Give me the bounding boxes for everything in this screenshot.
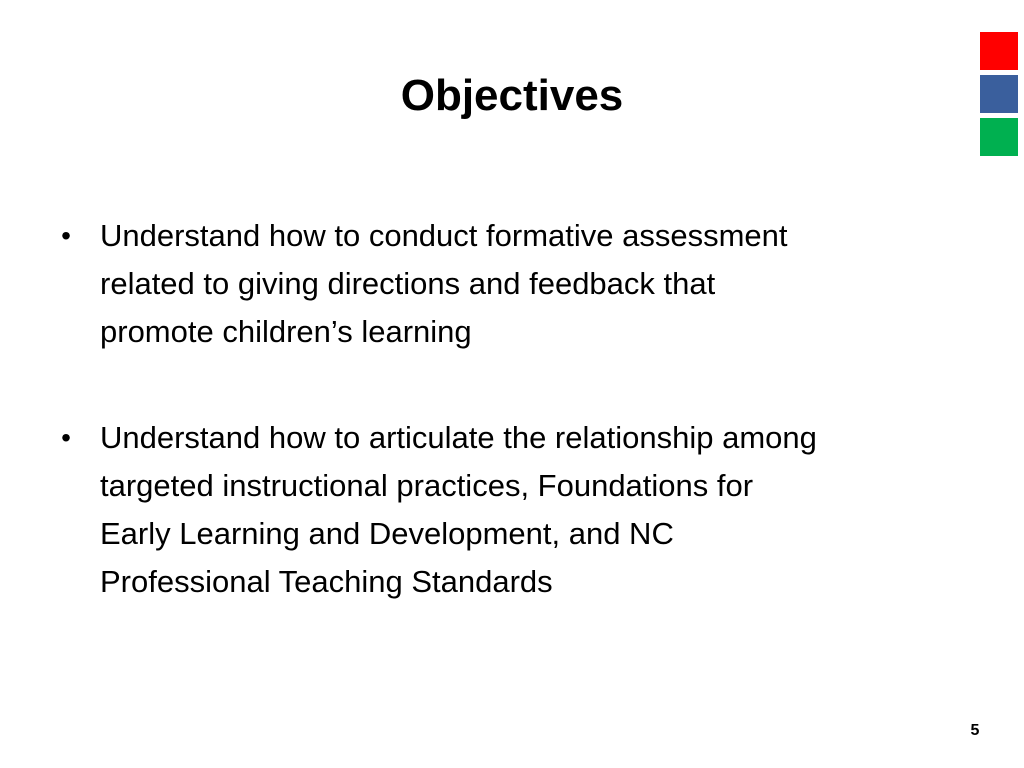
page-number: 5 [970,722,980,739]
bullet-line: Early Learning and Development, and NC [100,516,674,551]
bullet-line: related to giving directions and feedback that [100,266,716,301]
bullet-line: Understand how to articulate the relationship among [100,420,817,455]
bullet-line: promote children’s learning [100,314,472,349]
bullet-item-2 [56,414,986,606]
bullet-item-1 [56,212,986,356]
bullet-icon: • [61,422,71,453]
blue-square [980,75,1018,113]
green-square [980,118,1018,156]
bullet-line: Professional Teaching Standards [100,564,553,599]
bullet-list [56,212,986,606]
red-square [980,32,1018,70]
bullet-line: Understand how to conduct formative assessment [100,218,788,253]
bullet-icon: • [61,220,71,251]
slide-title: Objectives [400,71,624,120]
accent-squares [980,32,1018,161]
bullet-line: targeted instructional practices, Foundations for [100,468,754,503]
